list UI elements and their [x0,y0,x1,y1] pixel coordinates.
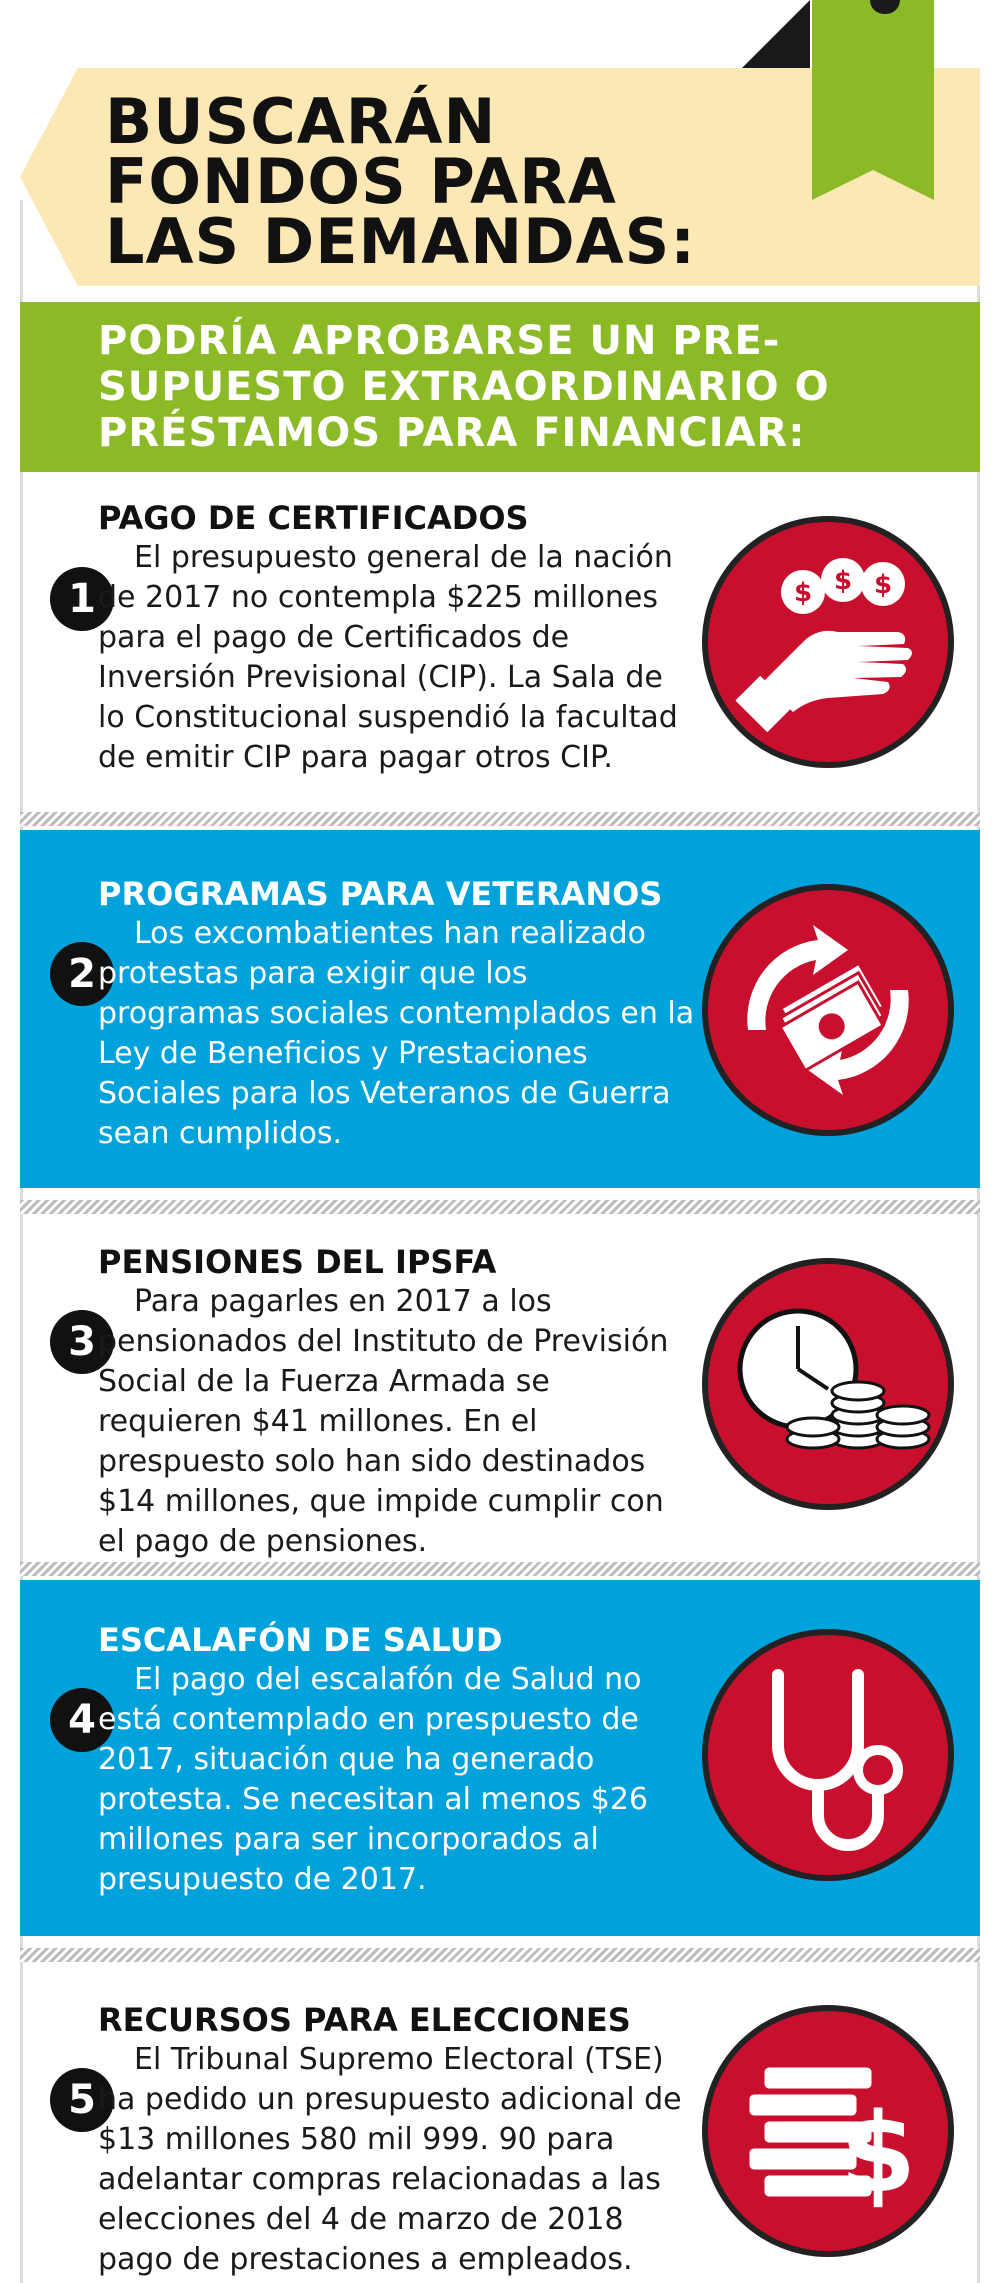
section-recursos-elecciones [20,1966,980,2283]
section-body: El Tribunal Supremo Electoral (TSE) ha pedido un presupuesto adicional de $13 millones 580 mil 999. 90 para adelantar compras relacionadas a las elecciones del 4 de marzo de 2018 pago de prestaciones a empleados. [98,2042,682,2277]
section-pago-certificados [20,472,980,812]
divider [20,1200,980,1214]
number-badge: 2 [50,942,114,1006]
divider [20,1562,980,1576]
bookmark-ribbon-icon [812,0,934,200]
title-line: LAS DEMANDAS: [105,205,697,278]
section-escalafon-salud [20,1580,980,1936]
section-body: El presupuesto general de la nación de 2017 no contempla $225 millones para el pago de Certificados de Inversión Previsional (CIP). La Sala de lo Constitucional suspendió la facultad de emitir CIP para pagar otros CIP. [98,540,678,775]
title-line: BUSCARÁN [105,85,497,158]
subtitle [98,318,918,456]
subtitle-line: PRÉSTAMOS PARA FINANCIAR: [98,410,806,456]
section-pensiones-ipsfa [20,1214,980,1562]
stethoscope-icon [708,1635,948,1875]
svg-text:$: $ [833,566,853,596]
clock-coins-icon [708,1264,948,1504]
page-title [105,85,805,278]
section-body: El pago del escalafón de Salud no está contemplado en prespuesto de 2017, situación que ha generado protesta. Se necesitan al menos $26 millones para ser incorporados al presupuesto de 2017. [98,1662,648,1897]
section-title: PROGRAMAS PARA VETERANOS [98,875,663,913]
svg-text:$: $ [839,2089,917,2217]
number-badge: 5 [50,2068,114,2132]
subtitle-line: SUPUESTO EXTRAORDINARIO O [98,364,830,410]
number-badge: 1 [50,567,114,631]
subtitle-line: PODRÍA APROBARSE UN PRE- [98,318,781,364]
section-title: PAGO DE CERTIFICADOS [98,499,529,537]
section-body: Los excombatientes han realizado protestas para exigir que los programas sociales contemplados en la Ley de Beneficios y Prestaciones Sociales para los Veteranos de Guerra sean cumplidos. [98,916,695,1151]
section-programas-veteranos [20,830,980,1188]
number-badge: 3 [50,1310,114,1374]
section-title: RECURSOS PARA ELECCIONES [98,2001,631,2039]
number-badge: 4 [50,1688,114,1752]
section-body: Para pagarles en 2017 a los pensionados del Instituto de Previsión Social de la Fuerza Armada se requieren $41 millones. En el prespuesto solo han sido destinados $14 millones, que impide cumplir con el pago de pensiones. [98,1284,669,1559]
hand-money-icon [708,522,948,762]
divider [20,812,980,826]
section-title: PENSIONES DEL IPSFA [98,1243,497,1281]
coins-dollar-icon [708,2011,948,2251]
svg-text:$: $ [873,570,893,600]
subtitle-box [20,302,980,472]
banner-fold [740,0,810,70]
svg-text:$: $ [793,578,813,608]
money-cycle-icon [708,890,948,1130]
section-title: ESCALAFÓN DE SALUD [98,1621,503,1659]
title-line: FONDOS PARA [105,145,617,218]
divider [20,1948,980,1962]
